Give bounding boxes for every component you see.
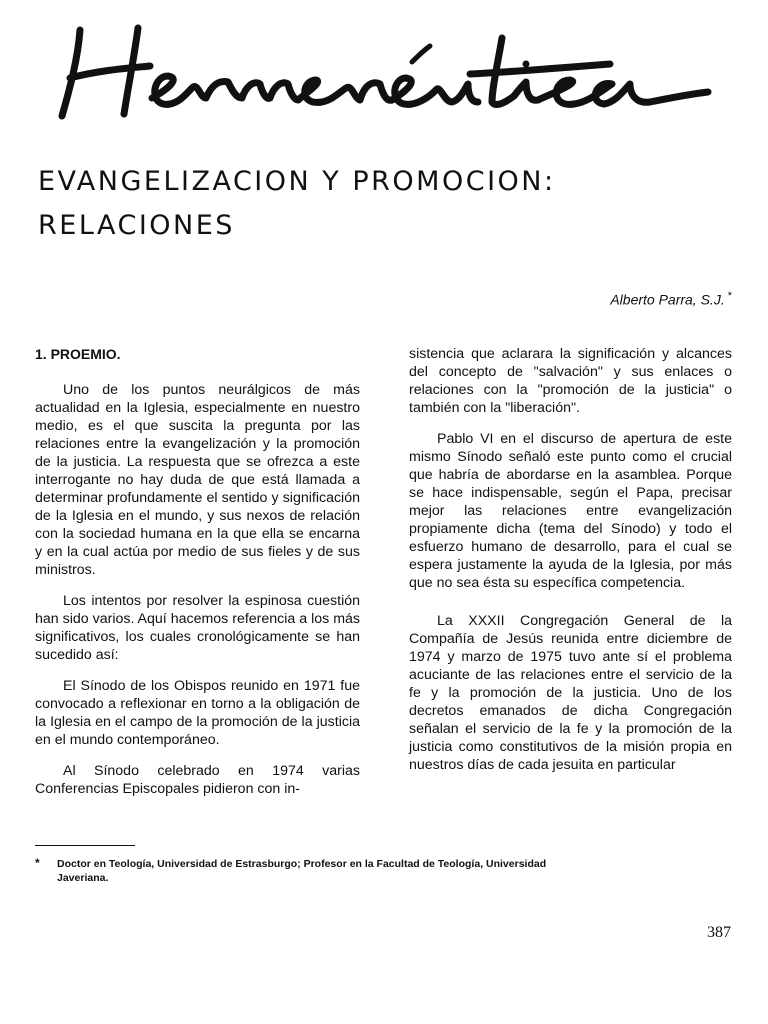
footnote-line-1: Doctor en Teología, Universidad de Estrasburgo; Profesor en la Facultad de Teología, Universidad bbox=[57, 858, 547, 870]
author-footnote-mark: * bbox=[727, 290, 732, 302]
paragraph-continued: sistencia que aclarara la significación y alcances del concepto de "salvación" y sus enlaces o relaciones con la "promoción de la justicia" o también con la "liberación". bbox=[409, 346, 732, 416]
paragraph: La XXXII Congregación General de la Compañía de Jesús reunida entre diciembre de 1974 y marzo de 1975 tuvo ante sí el problema acuciante de las relaciones entre el servicio de la fe y la promoción de la justicia. Uno de los decretos emanados de dicha Congregación señalan el servicio de la fe y la promoción de la justicia como constitutivos de la misión propia en nuestros días de cada jesuita en particular bbox=[409, 613, 732, 773]
right-column bbox=[409, 345, 732, 787]
section-heading: 1. PROEMIO. bbox=[35, 346, 121, 362]
page-number: 387 bbox=[707, 924, 731, 941]
footnote-line-2: Javeriana. bbox=[57, 872, 109, 884]
paragraph: Al Sínodo celebrado en 1974 varias Conferencias Episcopales pidieron con in- bbox=[35, 763, 360, 797]
left-column bbox=[35, 345, 360, 811]
article-title bbox=[38, 160, 738, 248]
author-name: Alberto Parra, S.J. bbox=[610, 291, 725, 308]
paragraph: Pablo VI en el discurso de apertura de este mismo Sínodo señaló este punto como el crucial que habría de abordarse en la asamblea. Porque se hace indispensable, según el Papa, precisar mejor las relaciones entre evangelización propiamente dicha (tema del Sínodo) y todo el esfuerzo humano de desarrollo, para el cual se espera justamente la ayuda de la Iglesia, por más que no sea ésta su específica competencia. bbox=[409, 431, 732, 591]
masthead-logo bbox=[40, 18, 740, 128]
title-line-2: RELACIONES bbox=[38, 210, 235, 241]
paragraph: Los intentos por resolver la espinosa cuestión han sido varios. Aquí hacemos referencia a los más significativos, los cuales cronológicamente se han sucedido así: bbox=[35, 593, 360, 663]
author-byline bbox=[610, 290, 732, 308]
hermeneutica-handwritten-logo bbox=[40, 18, 740, 128]
footnote-mark: * bbox=[35, 856, 40, 870]
paragraph: El Sínodo de los Obispos reunido en 1971 fue convocado a reflexionar en torno a la obligación de la Iglesia en el campo de la promoción de la justicia en el mundo contemporáneo. bbox=[35, 678, 360, 748]
title-line-1: EVANGELIZACION Y PROMOCION: bbox=[38, 166, 556, 197]
footnote bbox=[35, 856, 730, 885]
footnote-divider bbox=[35, 845, 135, 846]
paragraph: Uno de los puntos neurálgicos de más actualidad en la Iglesia, especialmente en nuestro medio, es el que suscita la pregunta por las relaciones entre la evangelización y la promoción de la justicia. La respuesta que se ofrezca a este interrogante no hay duda de que está llamada a determinar profundamente el sentido y significación de la Iglesia en el mundo, y sus nexos de relación con la sociedad humana en la que ella se encarna y en la cual actúa por medio de sus fieles y de sus ministros. bbox=[35, 382, 360, 578]
